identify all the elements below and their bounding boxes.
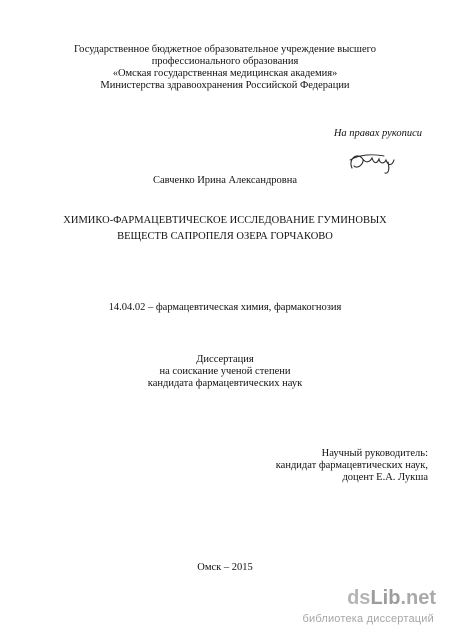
dslib-logo <box>347 587 436 610</box>
title-line-2: ВЕЩЕСТВ САПРОПЕЛЯ ОЗЕРА ГОРЧАКОВО <box>117 231 333 242</box>
institution-line-1: Государственное бюджетное образовательное учреждение высшего <box>74 44 376 55</box>
logo-ds-text: ds <box>347 587 371 609</box>
signature-icon <box>344 146 404 176</box>
city-year <box>0 562 450 574</box>
dissertation-line-1: Диссертация <box>196 354 254 365</box>
advisor-line-1: Научный руководитель: <box>321 448 428 459</box>
dissertation-title <box>0 213 450 245</box>
institution-line-4: Министерства здравоохранения Российской Федерации <box>100 80 350 91</box>
advisor-line-2: кандидат фармацевтических наук, <box>275 460 428 471</box>
dissertation-line-3: кандидата фармацевтических наук <box>147 378 303 389</box>
institution-line-2: профессионального образования <box>151 56 299 67</box>
institution-line-3: «Омская государственная медицинская академия» <box>112 68 338 79</box>
institution-header <box>0 44 450 92</box>
logo-lib-text: Lib <box>370 587 401 609</box>
author-name <box>0 175 450 187</box>
dissertation-type <box>0 354 450 390</box>
specialty-text: 14.04.02 – фармацевтическая химия, фармакогнозия <box>108 302 342 313</box>
dslib-watermark[interactable] <box>276 587 436 629</box>
advisor-line-3: доцент Е.А. Лукша <box>342 472 428 483</box>
watermark-tagline: библиотека диссертаций <box>302 613 434 625</box>
logo-net-text: .net <box>400 587 436 609</box>
dissertation-line-2: на соискание ученой степени <box>159 366 291 377</box>
author-name-text: Савченко Ирина Александровна <box>152 175 298 186</box>
scientific-advisor <box>276 448 428 484</box>
city-year-text: Омск – 2015 <box>197 562 253 573</box>
title-line-1: ХИМИКО-ФАРМАЦЕВТИЧЕСКОЕ ИССЛЕДОВАНИЕ ГУМИНОВЫХ <box>63 215 387 226</box>
specialty-code <box>0 302 450 314</box>
rights-note: На правах рукописи <box>333 128 422 139</box>
